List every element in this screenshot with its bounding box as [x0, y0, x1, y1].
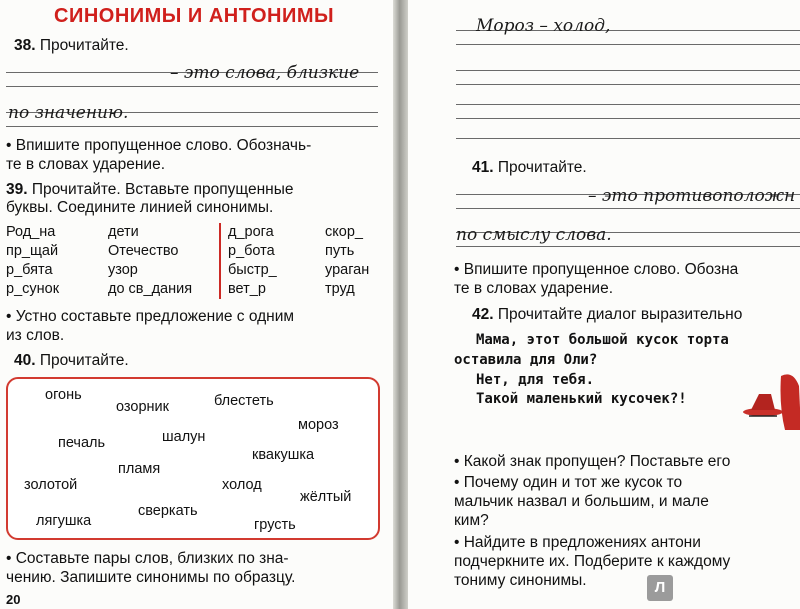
writing-line	[456, 44, 800, 45]
exercise-38-instruction: • Впишите пропущенное слово. Обозначь-	[6, 137, 312, 154]
frame-word: мороз	[298, 417, 339, 433]
word-frame	[6, 377, 380, 540]
publisher-logo-icon: Л	[647, 575, 673, 601]
exercise-40-number: 40.	[14, 352, 36, 369]
frame-word: шалун	[162, 429, 206, 445]
frame-word: печаль	[58, 435, 106, 451]
frame-word: золотой	[24, 477, 78, 493]
exercise-38-instruction-cont: те в словах ударение.	[6, 156, 166, 173]
exercise-38-task: Прочитайте.	[39, 37, 129, 54]
handwriting-41-a: – это противоположн	[588, 186, 796, 206]
frame-word: озорник	[116, 399, 169, 415]
exercise-40-heading	[14, 352, 129, 370]
exercise-39-heading	[6, 181, 293, 199]
frame-word: грусть	[254, 517, 296, 533]
frame-word: сверкать	[138, 503, 198, 519]
word-cell: скор_	[325, 224, 363, 240]
right-page	[408, 0, 800, 609]
exercise-42-question-3-end: тониму синонимы.	[454, 572, 587, 589]
frame-word: холод	[222, 477, 262, 493]
exercise-41-heading	[472, 159, 587, 177]
exercise-40-task: Прочитайте.	[39, 352, 129, 369]
frame-word: лягушка	[36, 513, 92, 529]
dialog-line: Такой маленький кусочек?!	[476, 391, 687, 407]
exercise-42-question-2-end: ким?	[454, 512, 489, 529]
writing-line	[6, 86, 378, 87]
exercise-40-instruction: • Составьте пары слов, близких по зна-	[6, 550, 289, 567]
exercise-39-task-cont: буквы. Соедините линией синонимы.	[6, 199, 274, 216]
writing-line	[6, 126, 378, 127]
frame-word: огонь	[45, 387, 82, 403]
handwriting-41-b: по смыслу слова.	[456, 225, 612, 245]
dialog-line: Нет, для тебя.	[476, 372, 595, 388]
exercise-41-number: 41.	[472, 159, 494, 176]
writing-line	[456, 84, 800, 85]
exercise-42-question-1: • Какой знак пропущен? Поставьте его	[454, 453, 731, 470]
word-cell: быстр_	[228, 262, 277, 278]
exercise-38-heading	[14, 37, 129, 55]
handwriting-sample: Мороз – холод,	[476, 16, 611, 36]
exercise-38-number: 38.	[14, 37, 36, 54]
writing-line	[456, 104, 800, 105]
section-title: СИНОНИМЫ И АНТОНИМЫ	[54, 5, 335, 27]
exercise-39-instruction: • Устно составьте предложение с одним	[6, 308, 295, 325]
writing-line	[456, 138, 800, 139]
word-cell: узор	[108, 262, 138, 278]
frame-word: блестеть	[214, 393, 274, 409]
illustration-cake-picture	[741, 366, 800, 430]
column-divider	[219, 223, 221, 299]
word-cell: р_бота	[228, 243, 275, 259]
word-cell: Род_на	[6, 224, 56, 240]
dialog-line: оставила для Оли?	[454, 352, 598, 368]
word-cell: дети	[108, 224, 139, 240]
word-cell: ураган	[325, 262, 370, 278]
word-cell: труд	[325, 281, 355, 297]
exercise-42-question-3-cont: подчеркните их. Подберите к каждому	[454, 553, 731, 570]
handwriting-38-a: – это слова, близкие	[170, 63, 360, 83]
exercise-42-question-3: • Найдите в предложениях антони	[454, 534, 701, 551]
exercise-42-number: 42.	[472, 306, 494, 323]
word-cell: р_сунок	[6, 281, 60, 297]
word-cell: р_бята	[6, 262, 53, 278]
word-cell: путь	[325, 243, 355, 259]
exercise-39-instruction-cont: из слов.	[6, 327, 65, 344]
word-cell: вет_р	[228, 281, 266, 297]
handwriting-38-b: по значению.	[8, 103, 129, 123]
exercise-42-task: Прочитайте диалог выразительно	[497, 306, 743, 323]
exercise-39-task: Прочитайте. Вставьте пропущенные	[31, 181, 294, 198]
writing-line	[456, 70, 800, 71]
dialog-line: Мама, этот большой кусок торта	[476, 332, 729, 348]
word-cell: пр_щай	[6, 243, 59, 259]
exercise-41-task: Прочитайте.	[497, 159, 587, 176]
frame-word: квакушка	[252, 447, 315, 463]
left-page	[0, 0, 393, 609]
page-number: 20	[6, 592, 21, 607]
exercise-42-question-2: • Почему один и тот же кусок то	[454, 474, 683, 491]
exercise-39-number: 39.	[6, 181, 28, 198]
writing-line	[456, 208, 800, 209]
word-cell: д_рога	[228, 224, 274, 240]
exercise-40-instruction-cont: чению. Запишите синонимы по образцу.	[6, 569, 296, 586]
exercise-41-instruction-cont: те в словах ударение.	[454, 280, 614, 297]
book-gutter	[393, 0, 408, 609]
writing-line	[456, 118, 800, 119]
exercise-42-heading	[472, 306, 742, 324]
word-cell: до св_дания	[108, 281, 193, 297]
writing-line	[456, 246, 800, 247]
exercise-42-question-2-cont: мальчик назвал и большим, и мале	[454, 493, 709, 510]
word-cell: Отечество	[108, 243, 179, 259]
frame-word: пламя	[118, 461, 161, 477]
exercise-41-instruction: • Впишите пропущенное слово. Обозна	[454, 261, 739, 278]
frame-word: жёлтый	[300, 489, 352, 505]
